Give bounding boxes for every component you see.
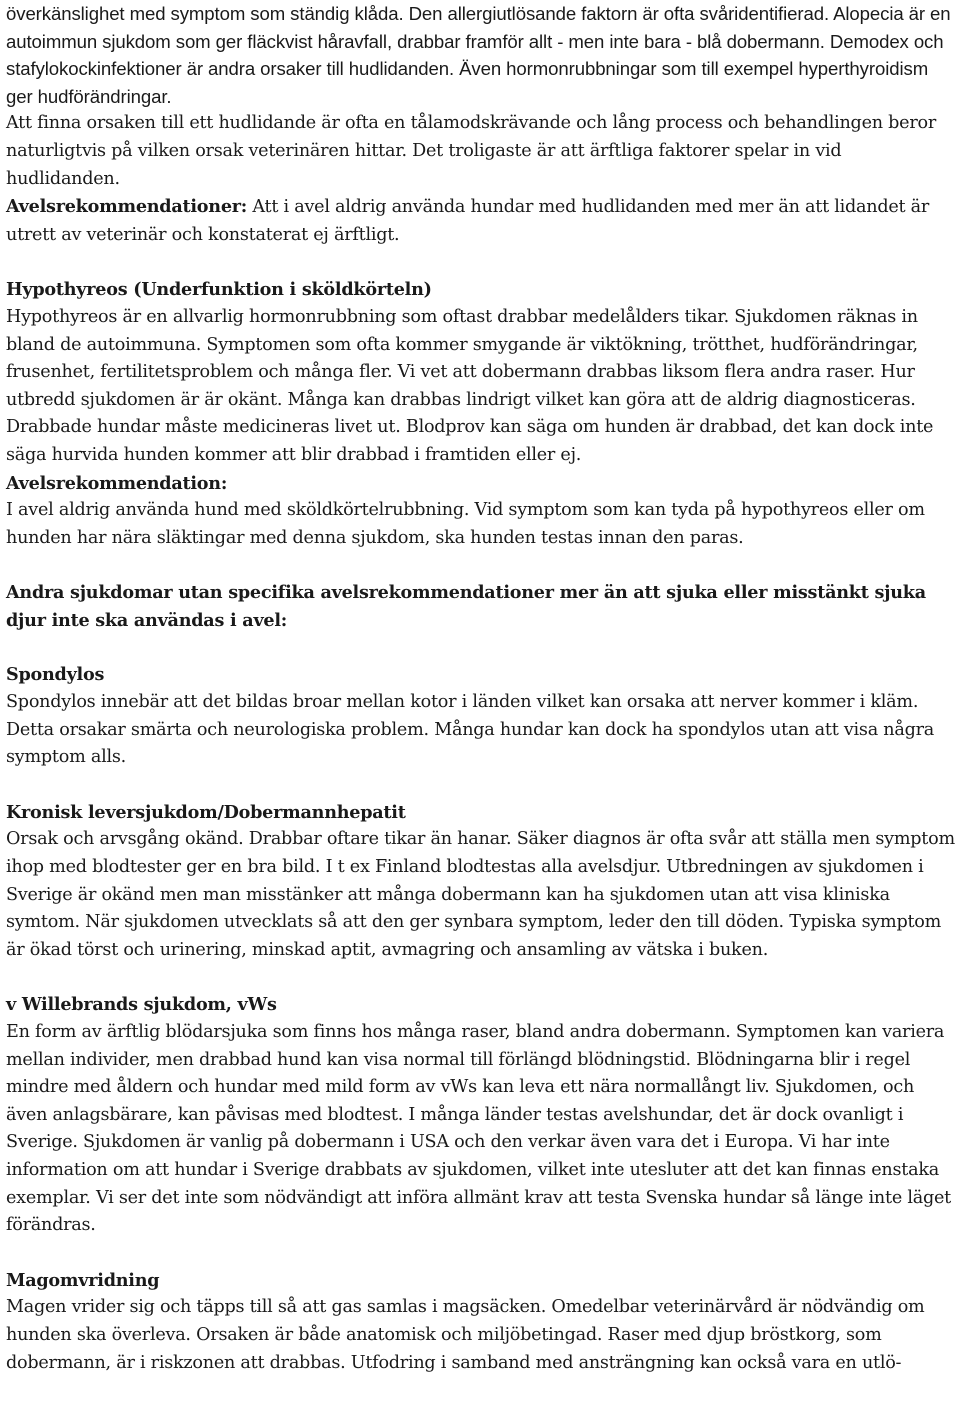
- other-diseases-heading: Andra sjukdomar utan specifika avelsrekommendationer mer än att sjuka eller misstänkt sjuka djur inte ska användas i avel:: [6, 582, 926, 631]
- vws-body: En form av ärftlig blödarsjuka som finns hos många raser, bland andra dobermann. Symptomen kan variera mellan individer, men drabbad hund kan visa normal till förlängd blödningstid. Blödningarna blir i regel mindre med åldern och hundar med mild form av vWs kan leva ett nära normallångt liv. Sjukdomen, och även anlagsbärare, kan påvisas med blodtest. I många länder testas avelshundar, det är dock ovanligt i Sverige. Sjukdomen är vanlig på dobermann i USA och den verkar även vara det i Europa. Vi har inte information om att hundar i Sverige drabbats av sjukdomen, vilket inte utesluter att det kan finnas enstaka exemplar. Vi ser det inte som nödvändigt att införa allmänt krav att testa Svenska hundar så länge inte läget förändras.: [6, 1022, 951, 1236]
- hypothyreos-heading: Hypothyreos (Underfunktion i sköldkörteln): [6, 279, 432, 301]
- intro-text-1: överkänslighet med symptom som ständig klåda. Den allergiutlösande faktorn är ofta svåridentifierad.: [6, 3, 830, 24]
- hypothyreos-section: [6, 276, 958, 552]
- intro-text-2: Alopecia är en autoimmun sjukdom som ger fläckvist håravfall, drabbar framför allt - men inte bara - blå dobermann. Demodex och stafylokockinfektioner är andra orsaker till hudlidanden.: [6, 3, 951, 80]
- vws-section: [6, 991, 958, 1239]
- vws-heading: v Willebrands sjukdom, vWs: [6, 994, 277, 1016]
- magomvridning-heading: Magomvridning: [6, 1269, 160, 1291]
- magomvridning-section: [6, 1267, 958, 1377]
- intro-text-3: Även hormonrubbningar som till exempel hyperthyroidism ger hudförändringar.: [6, 58, 929, 107]
- intro-section: [6, 0, 958, 249]
- hypothyreos-recommendation-text: I avel aldrig använda hund med sköldkörtelrubbning. Vid symptom som kan tyda på hypothyreos eller om hunden har nära släktingar med denna sjukdom, ska hunden testas innan den paras.: [6, 500, 925, 548]
- hypothyreos-body: Hypothyreos är en allvarlig hormonrubbning som oftast drabbar medelålders tikar. Sjukdomen räknas in bland de autoimmuna. Symptomen som ofta kommer smygande är viktökning, trötthet, hudförändringar, frusenhet, fertilitetsproblem och många fler. Vi vet att dobermann drabbas liksom flera andra raser. Hur utbredd sjukdomen är är okänt. Många kan drabbas lindrigt vilket kan göra att de aldrig diagnosticeras. Drabbade hundar måste medicineras livet ut. Blodprov kan säga om hunden är drabbad, det kan dock inte säga hurvida hunden kommer att blir drabbad i framtiden eller ej.: [6, 306, 934, 465]
- spondylos-section: [6, 661, 958, 771]
- spondylos-body: Spondylos innebär att det bildas broar mellan kotor i länden vilket kan orsaka att nerver kommer i kläm. Detta orsakar smärta och neurologiska problem. Många hundar kan dock ha spondylos utan att visa några symptom alls.: [6, 692, 935, 768]
- intro-recommendation: [6, 193, 958, 249]
- magomvridning-body: Magen vrider sig och täpps till så att gas samlas i magsäcken. Omedelbar veterinärvård är nödvändig om hunden ska överleva. Orsaken är både anatomisk och miljöbetingad. Raser med djup bröstkorg, som dobermann, är i riskzonen att drabbas. Utfodring i samband med ansträngning kan också vara en utlö-: [6, 1297, 925, 1373]
- hypothyreos-recommendation-label: Avelsrekommendation:: [6, 472, 228, 494]
- intro-paragraph-2: Att finna orsaken till ett hudlidande är ofta en tålamodskrävande och lång process och behandlingen beror naturligtvis på vilken orsak veterinären hittar. Det troligaste är att ärftliga faktorer spelar in vid hudlidanden.: [6, 113, 936, 189]
- intro-paragraph-1: [6, 0, 958, 110]
- spondylos-heading: Spondylos: [6, 664, 105, 686]
- recommendation-label: Avelsrekommendationer:: [6, 196, 248, 218]
- recommendation-text: Att i avel aldrig använda hundar med hudlidanden med mer än att lidandet är utrett av veterinär och konstaterat ej ärftligt.: [6, 197, 930, 245]
- other-diseases-section: [6, 579, 958, 634]
- hepatit-section: [6, 799, 958, 965]
- document-page: [6, 0, 958, 1377]
- hepatit-heading: Kronisk leversjukdom/Dobermannhepatit: [6, 801, 406, 823]
- hepatit-body: Orsak och arvsgång okänd. Drabbar oftare tikar än hanar. Säker diagnos är ofta svår att ställa men symptom ihop med blodtester ger en bra bild. I t ex Finland blodtestas alla avelsdjur. Utbredningen av sjukdomen i Sverige är okänd men man misstänker att många dobermann kan ha sjukdomen utan att visa kliniska symtom. När sjukdomen utvecklats så att den ger synbara symptom, leder den till döden. Typiska symptom är ökad törst och urinering, minskad aptit, avmagring och ansamling av vätska i buken.: [6, 829, 955, 960]
